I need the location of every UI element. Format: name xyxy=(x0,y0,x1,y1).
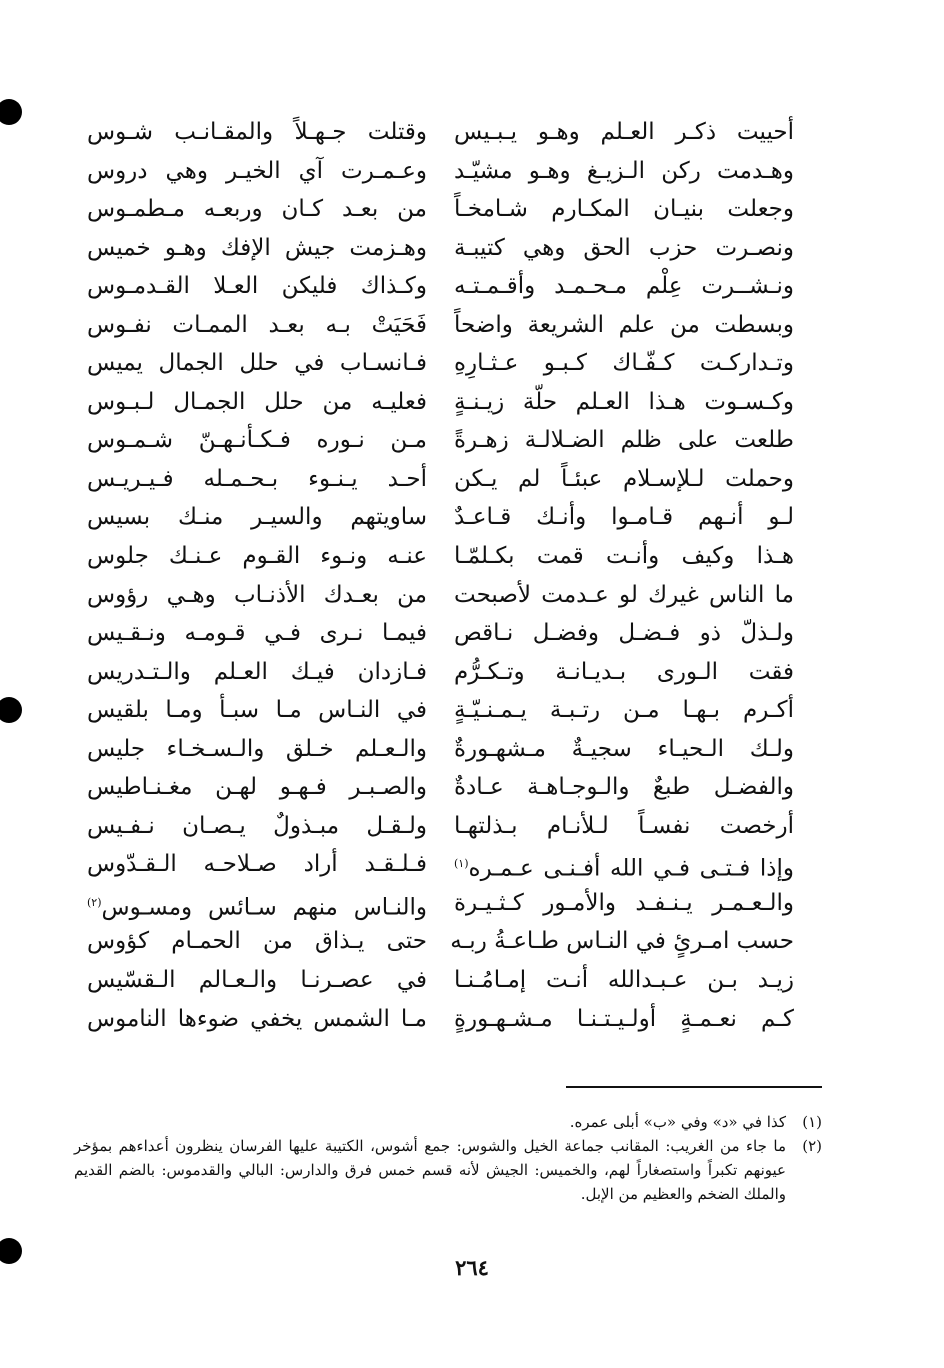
footnote-separator xyxy=(566,1086,822,1088)
verse-line: وقتلت جـهـلاً والمقـانـب شـوس xyxy=(87,119,427,145)
verse-line: فقت الـورى بـديـانـة وتـكـرُّم xyxy=(454,658,794,685)
verse-line: من بعـد كـان وربعـه مـطمـوس xyxy=(87,196,427,223)
verse-line: وكـسـوت هـذا العـلم حلّة زيـنـةٍ xyxy=(454,388,794,415)
poem-right-column xyxy=(450,113,794,1038)
verse-line: وهـزمت جيش الإفك وهـو خميس xyxy=(87,234,427,261)
verse-line: فـانسـاب في حلل الجمال يميس xyxy=(87,350,427,377)
verse-line: في عصـرنـا والـعـالم الـقسّيس xyxy=(87,967,427,994)
verse-line: في النـاس مـا سبـأ ومـا بلقيس xyxy=(87,697,427,724)
verse-line: أحييت ذكـر العـلم وهـو يـبـيس xyxy=(454,119,794,145)
verse-line: هـذا وكيف وأنـت قمت بكـلمّـا xyxy=(454,543,794,570)
verse-line: فعليـه من حلل الجمـال لـبـوس xyxy=(87,388,427,415)
verse-line: كـم نعـمـةٍ أولـيـتـنـا مـشـهـورةٍ xyxy=(454,1005,794,1032)
verse-line: وكـذاك فليكن العـلا القـدمـوس xyxy=(87,273,427,300)
footnote-text: كذا في «د» وفي «ب» أبلى عمره. xyxy=(569,1113,786,1131)
footnote-marker: (١) xyxy=(454,857,469,871)
verse-line: وحملت لـلإسـلام عبئـاً لم يـكن xyxy=(454,465,794,492)
verse-line: طلعت على ظلم الضـلالـة زهـرةً xyxy=(454,427,794,454)
footnote-text: ما جاء من الغريب: المقانب جماعة الخيل والشوس: جمع أشوس، الكتيبة عليها الفرسان ينظرون أعداءهم بمؤخر عيونهم تكبراً واستصغاراً لهم، والخميس: الجيش لأنه قسم خمس فرق والدارس: البالي والقدموس: بالضم القديم والملك الضخم والعظيم من الإبل. xyxy=(74,1137,786,1203)
verse-line: ونـشــرت عِلْم مـحـمـد وأقـمـتـه xyxy=(454,273,794,300)
verse-line: ولـذلّ ذو فـضـل وفضـل نـاقص xyxy=(454,620,794,647)
footnote xyxy=(74,1134,822,1206)
verse-line: زيـد بـن عـبـدالله أنـت إمـامُـنـا xyxy=(454,967,794,994)
verse-line: والنـاس منهم سـائس ومسـوس$^{(٢)}$ xyxy=(87,894,427,921)
binding-hole xyxy=(0,99,22,125)
verse-line: فَحَيَتْ بـه بعـد الممـات نفـوس xyxy=(87,311,427,338)
footnotes xyxy=(74,1110,822,1206)
verse-line: أكـرم بـهـا مـن رتـبـة يـمـنـيّـةٍ xyxy=(454,697,794,724)
verse-line: والفضـل طبعٌ والـوجـاهـة عـادةٌ xyxy=(454,774,794,801)
verse-line: من بعـدك الأذنـاب وهـي رؤوس xyxy=(87,581,427,608)
verse-line: أرخصت نفسـاً لـلأنـام بـذلتهـا xyxy=(454,812,794,839)
verse-line: فيمـا نـرى فـي قـومـه ونـقـيس xyxy=(87,620,427,647)
footnote-number: (٢) xyxy=(802,1137,822,1155)
verse-line: ساويتهم والسيـر منـك بسيس xyxy=(87,504,427,531)
binding-hole xyxy=(0,697,22,723)
page-number: ٢٦٤ xyxy=(455,1255,489,1280)
verse-line: فـلـقـد أراد صـلاحـه الـقـدّوس xyxy=(87,851,427,878)
footnote xyxy=(74,1110,822,1134)
verse-line: ولـك الـحيـاء سجيـةٌ مـشهـورةٌ xyxy=(454,735,794,762)
verse-line: وإذا فـتـى فـي الله أفـنـى عـمـره$^{(١)}$ xyxy=(454,856,794,883)
verse-line: والـعـلم خـلق والـسـخـاء جليس xyxy=(87,735,427,762)
footnote-marker: (٢) xyxy=(87,895,102,909)
verse-line: عنـه ونـوء القـوم عـنـك جلوس xyxy=(87,543,427,570)
verse-line: والـعـمـر يـنـفـد والأمـور كـثـيـرة xyxy=(454,889,794,916)
verse-line: وهـدمت ركن الـزيـغ وهـو مشيّـد xyxy=(454,157,794,184)
verse-line: حتى يـذاق من الحمـام كؤوس xyxy=(87,928,427,955)
verse-line: ونصـرت حزب الحق وهي كتيبـة xyxy=(454,234,794,261)
verse-line: ولـقـل مبـذولٌ يـصـان نـفـيس xyxy=(87,812,427,839)
verse-line: ما الناس غيرك لو عـدمت لأصبحت xyxy=(454,581,794,608)
verse-line: وعـمـرت آي الخيـر وهي دروس xyxy=(87,157,427,184)
verse-line: حسب امـرئٍ في النـاس طـاعـةُ ربـه xyxy=(450,928,794,955)
verse-line: لـو أنـهم قـامـوا وأنـك قـاعـدٌ xyxy=(454,504,794,531)
verse-line: مـن نـوره فـكـأنـهـنّ شـمـوس xyxy=(87,427,427,454)
verse-line: وتـداركـت كـفّـاك كـبـو عـثـارِهِ xyxy=(454,350,794,377)
verse-line: فـازدان فيـك العـلم والـتـدريس xyxy=(87,658,427,685)
verse-line: وجعلت بنيـان المكـارم شـامخـاً xyxy=(454,196,794,223)
poem-left-column xyxy=(87,113,427,1038)
verse-line: مـا الشمس يخفي ضوءها الناموس xyxy=(87,1005,427,1032)
verse-line: أحـد يـنـوء بـحـمـله فـيـريـس xyxy=(87,465,427,492)
verse-line: وبسطت من علم الشريعة واضحاً xyxy=(454,311,794,338)
footnote-number: (١) xyxy=(802,1113,822,1131)
verse-line: والصـبـر فـهـو لهـن مغـنـاطيس xyxy=(87,774,427,801)
